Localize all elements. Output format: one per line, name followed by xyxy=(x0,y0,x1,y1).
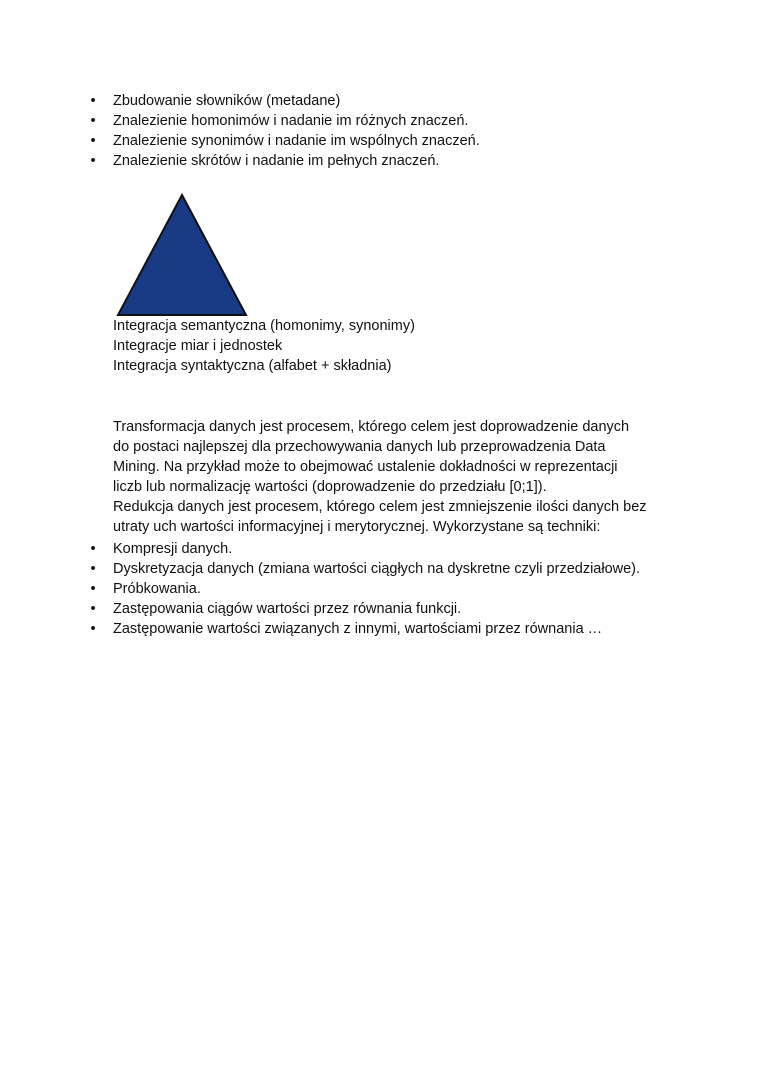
list-item-text: Znalezienie skrótów i nadanie im pełnych znaczeń. xyxy=(113,153,440,169)
bullet-icon: • xyxy=(90,621,96,637)
bullet-icon: • xyxy=(90,561,96,577)
list-item xyxy=(0,619,640,639)
paragraph-line: do postaci najlepszej dla przechowywania danych lub przeprowadzenia Data xyxy=(113,439,606,455)
bullet-icon: • xyxy=(90,93,96,109)
paragraph-line: Transformacja danych jest procesem, którego celem jest doprowadzenie danych xyxy=(113,419,630,435)
bullet-list-reduction-techniques xyxy=(0,539,640,639)
paragraph-line: liczb lub normalizację wartości (doprowadzenie do przedziału [0;1]). xyxy=(113,479,547,495)
list-item-text: Zbudowanie słowników (metadane) xyxy=(113,93,341,109)
integration-level-syntactic: Integracja syntaktyczna (alfabet + składnia) xyxy=(113,358,392,374)
integration-level-measures: Integracje miar i jednostek xyxy=(113,338,283,354)
list-item-text: Próbkowania. xyxy=(113,581,201,597)
triangle-figure xyxy=(116,193,248,317)
bullet-icon: • xyxy=(90,113,96,129)
bullet-icon: • xyxy=(90,153,96,169)
list-item-text: Zastępowania ciągów wartości przez równania funkcji. xyxy=(113,601,462,617)
list-item xyxy=(0,599,640,619)
body-paragraph xyxy=(113,417,693,537)
bullet-icon: • xyxy=(90,133,96,149)
list-item xyxy=(0,559,640,579)
bullet-icon: • xyxy=(90,601,96,617)
paragraph-line: Redukcja danych jest procesem, którego celem jest zmniejszenie ilości danych bez xyxy=(113,499,647,515)
list-item-text: Kompresji danych. xyxy=(113,541,233,557)
bullet-list-integration-steps xyxy=(0,91,480,171)
list-item xyxy=(0,151,480,171)
integration-levels xyxy=(113,316,415,376)
triangle-shape xyxy=(118,195,246,315)
triangle-icon xyxy=(116,193,248,317)
list-item-text: Znalezienie homonimów i nadanie im różnych znaczeń. xyxy=(113,113,469,129)
list-item xyxy=(0,131,480,151)
integration-level-semantic: Integracja semantyczna (homonimy, synonimy) xyxy=(113,318,415,334)
bullet-icon: • xyxy=(90,581,96,597)
list-item-text: Zastępowanie wartości związanych z innymi, wartościami przez równania … xyxy=(113,621,603,637)
paragraph-line: utraty uch wartości informacyjnej i merytorycznej. Wykorzystane są techniki: xyxy=(113,519,601,535)
paragraph-line: Mining. Na przykład może to obejmować ustalenie dokładności w reprezentacji xyxy=(113,459,618,475)
list-item xyxy=(0,111,480,131)
list-item xyxy=(0,91,480,111)
bullet-icon: • xyxy=(90,541,96,557)
list-item-text: Dyskretyzacja danych (zmiana wartości ciągłych na dyskretne czyli przedziałowe). xyxy=(113,561,641,577)
list-item xyxy=(0,579,640,599)
list-item-text: Znalezienie synonimów i nadanie im wspólnych znaczeń. xyxy=(113,133,480,149)
list-item xyxy=(0,539,640,559)
